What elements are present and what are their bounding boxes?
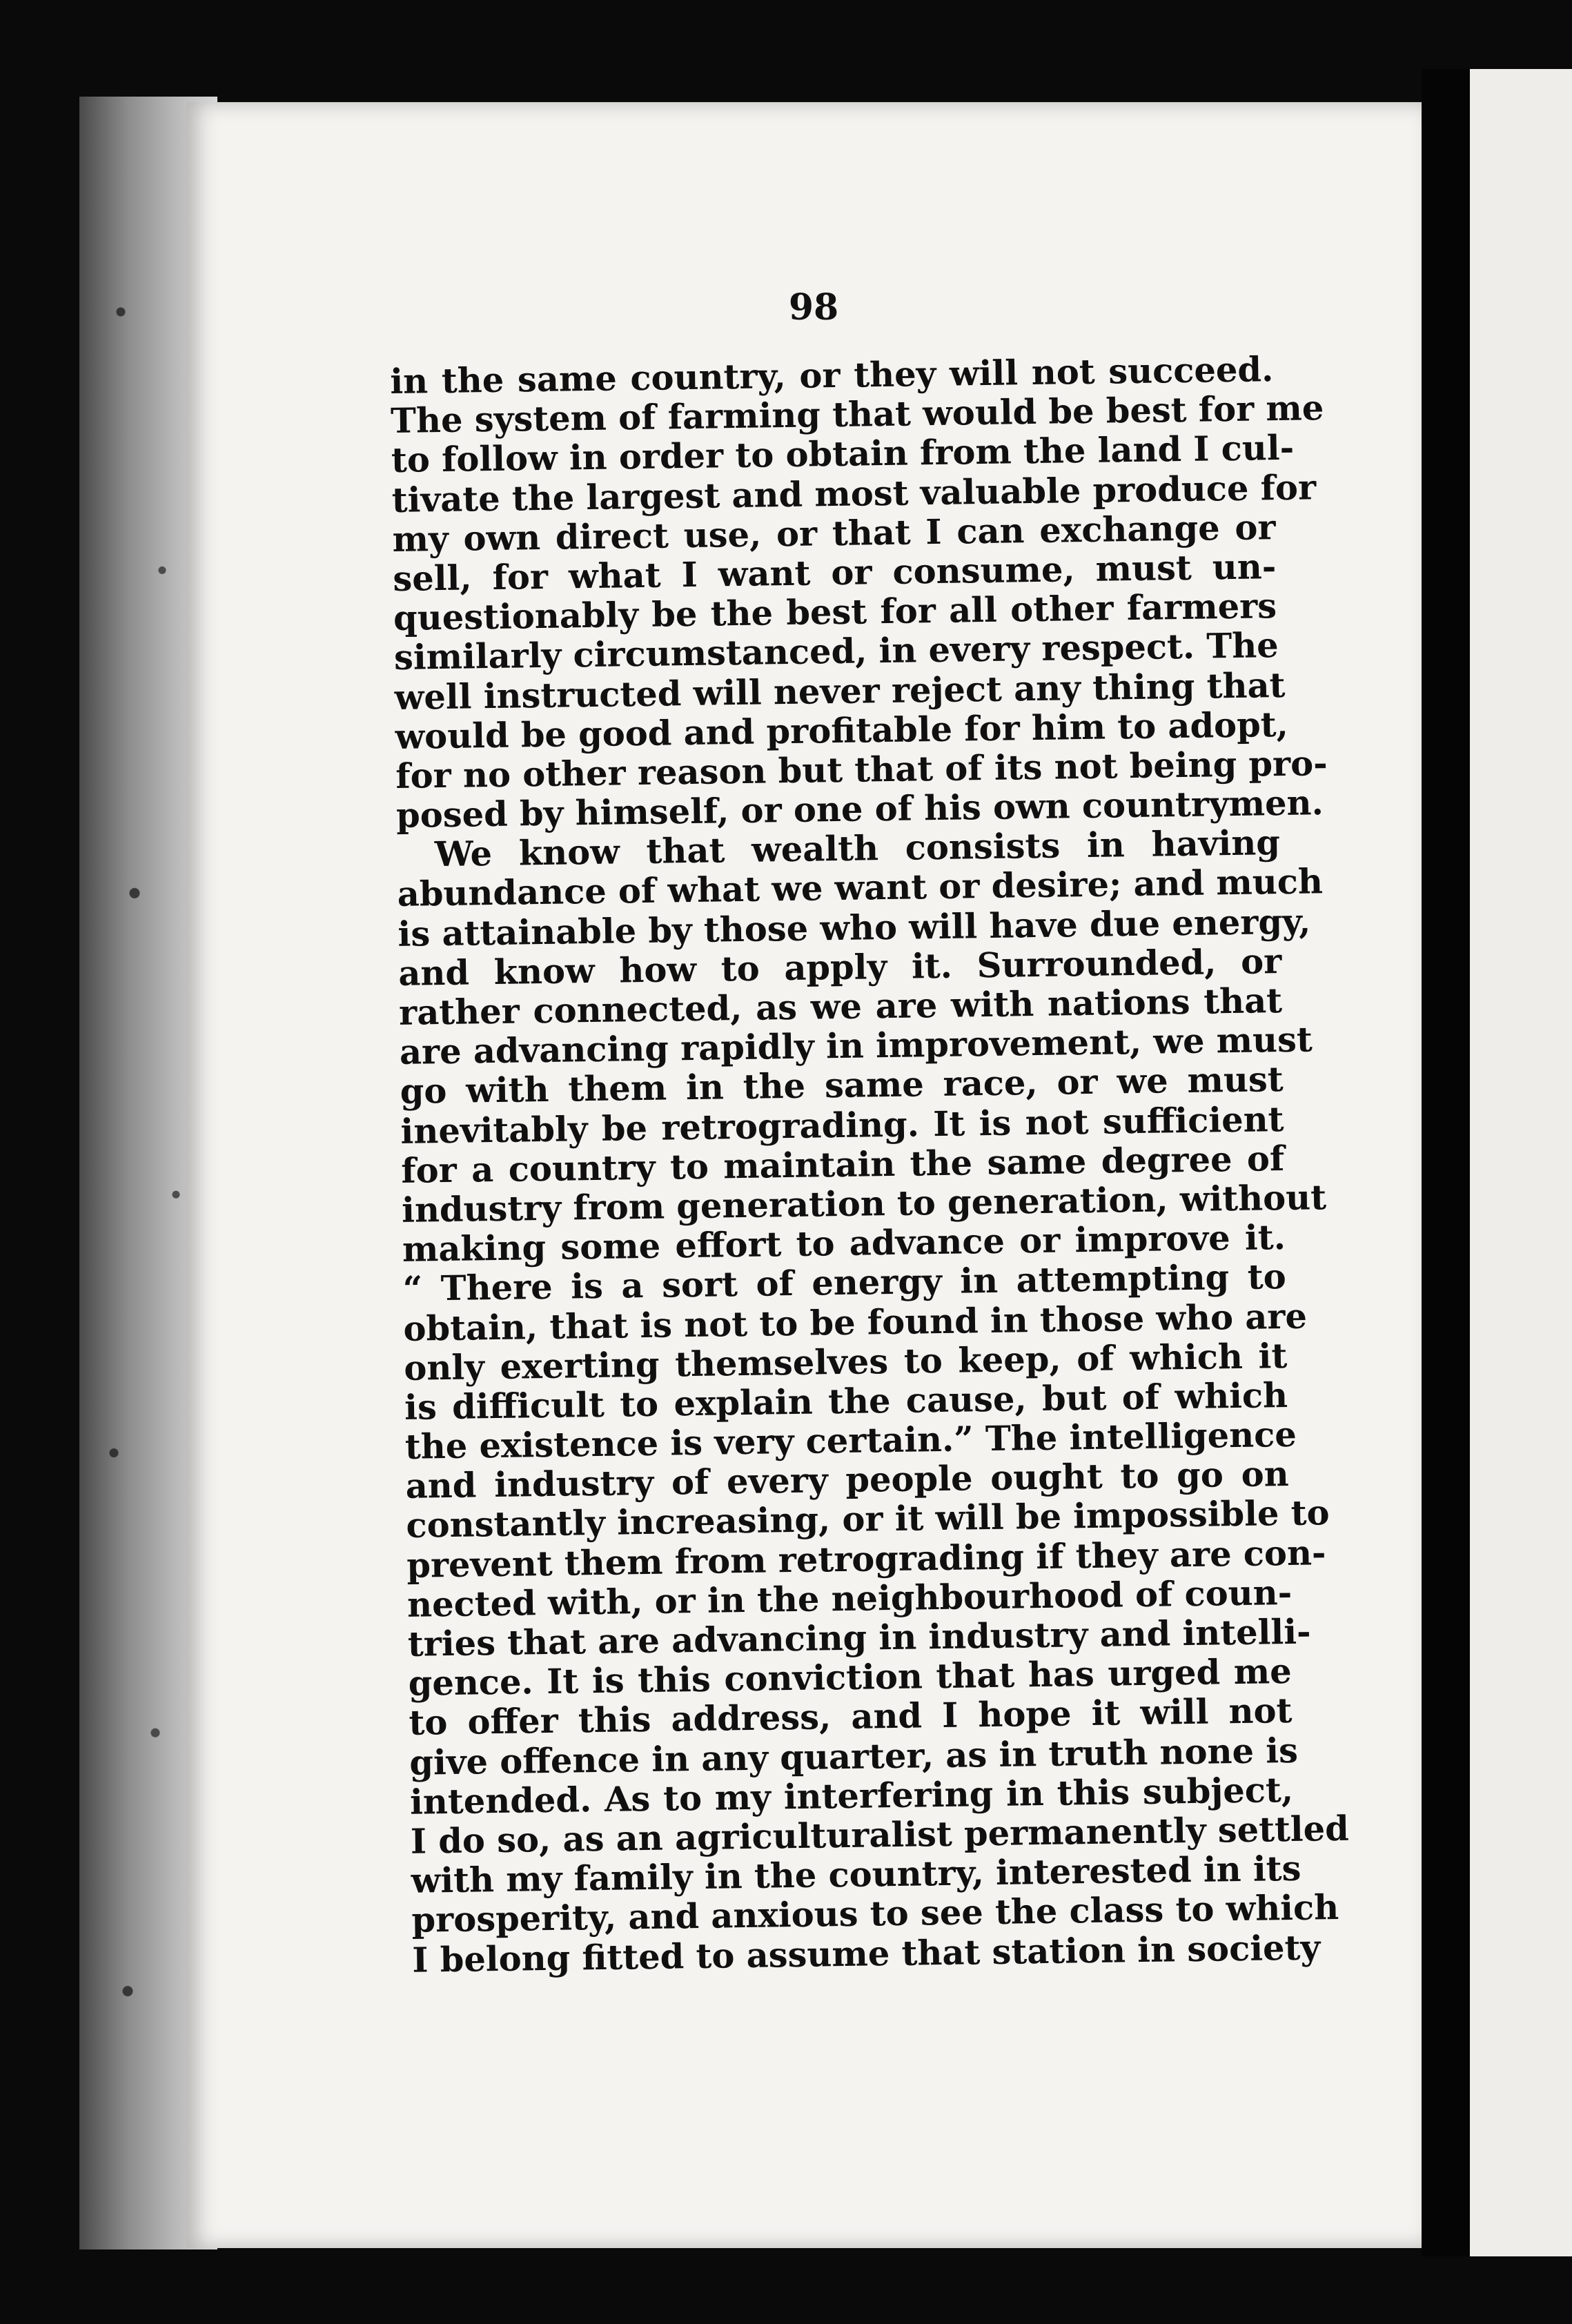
text-line: making some effort to advance or improve it. <box>402 1217 1286 1270</box>
text-line: I do so, as an agriculturalist permanently settled <box>410 1808 1350 1862</box>
text-line: my own direct use, or that I can exchange or <box>392 506 1276 560</box>
text-line: obtain, that is not to be found in those who are <box>403 1296 1308 1349</box>
text-line: go with them in the same race, or we must <box>400 1059 1284 1112</box>
text-line: constantly increasing, or it will be impossible to <box>406 1493 1330 1546</box>
text-line: well instructed will never reject any thing that <box>394 664 1286 718</box>
text-line: is difficult to explain the cause, but of which <box>404 1375 1288 1428</box>
text-line: The system of farming that would be best for me <box>390 388 1324 442</box>
text-line: for no other reason but that of its not being pro- <box>395 742 1328 796</box>
text-line: and know how to apply it. Surrounded, or <box>397 941 1282 994</box>
facing-page-edge <box>1470 69 1572 2256</box>
text-line: give offence in any quarter, as in truth none is <box>409 1730 1299 1783</box>
text-line: would be good and profitable for him to adopt, <box>395 704 1289 757</box>
text-line: “ There is a sort of energy in attempting to <box>402 1257 1287 1310</box>
text-line: the existence is very certain.” The intelligence <box>404 1414 1297 1467</box>
text-line: in the same country, or they will not succeed. <box>389 349 1274 402</box>
text-line: posed by himself, or one of his own countrymen. <box>395 782 1324 836</box>
page-gutter-shadow <box>1422 69 1470 2256</box>
text-line: questionably be the best for all other farmers <box>393 586 1277 639</box>
text-line: are advancing rapidly in improvement, we must <box>399 1019 1313 1073</box>
text-line: tivate the largest and most valuable produce for <box>391 466 1317 520</box>
text-line: nected with, or in the neighbourhood of coun- <box>406 1572 1293 1625</box>
text-line: for a country to maintain the same degree of <box>400 1138 1285 1191</box>
text-line: prevent them from retrograding if they are con- <box>406 1532 1326 1586</box>
text-line: to follow in order to obtain from the land I cul- <box>391 428 1295 481</box>
text-line: only exerting themselves to keep, of which it <box>403 1335 1288 1388</box>
text-line: gence. It is this conviction that has urged me <box>408 1651 1293 1704</box>
text-line: sell, for what I want or consume, must un- <box>392 546 1277 599</box>
text-line: We know that wealth consists in having <box>434 823 1281 875</box>
text-line: prosperity, and anxious to see the class to which <box>411 1887 1339 1941</box>
text-line: tries that are advancing in industry and intelli- <box>407 1611 1312 1664</box>
text-line: to offer this address, and I hope it will not <box>409 1691 1293 1744</box>
text-line: intended. As to my interfering in this subject, <box>409 1769 1294 1822</box>
page-number: 98 <box>788 286 839 328</box>
text-line: I belong fitted to assume that station in society <box>411 1927 1321 1980</box>
text-line: is attainable by those who will have due energy, <box>397 901 1311 954</box>
text-line: inevitably be retrograding. It is not sufficient <box>400 1099 1284 1152</box>
body-text <box>389 349 1350 1980</box>
text-line: with my family in the country, interested in its <box>411 1848 1301 1901</box>
text-line: similarly circumstanced, in every respect. The <box>393 625 1279 678</box>
text-line: and industry of every people ought to go on <box>405 1454 1290 1507</box>
text-line: abundance of what we want or desire; and much <box>397 861 1324 915</box>
text-line: industry from generation to generation, without <box>401 1177 1327 1230</box>
text-line: rather connected, as we are with nations that <box>398 981 1283 1033</box>
